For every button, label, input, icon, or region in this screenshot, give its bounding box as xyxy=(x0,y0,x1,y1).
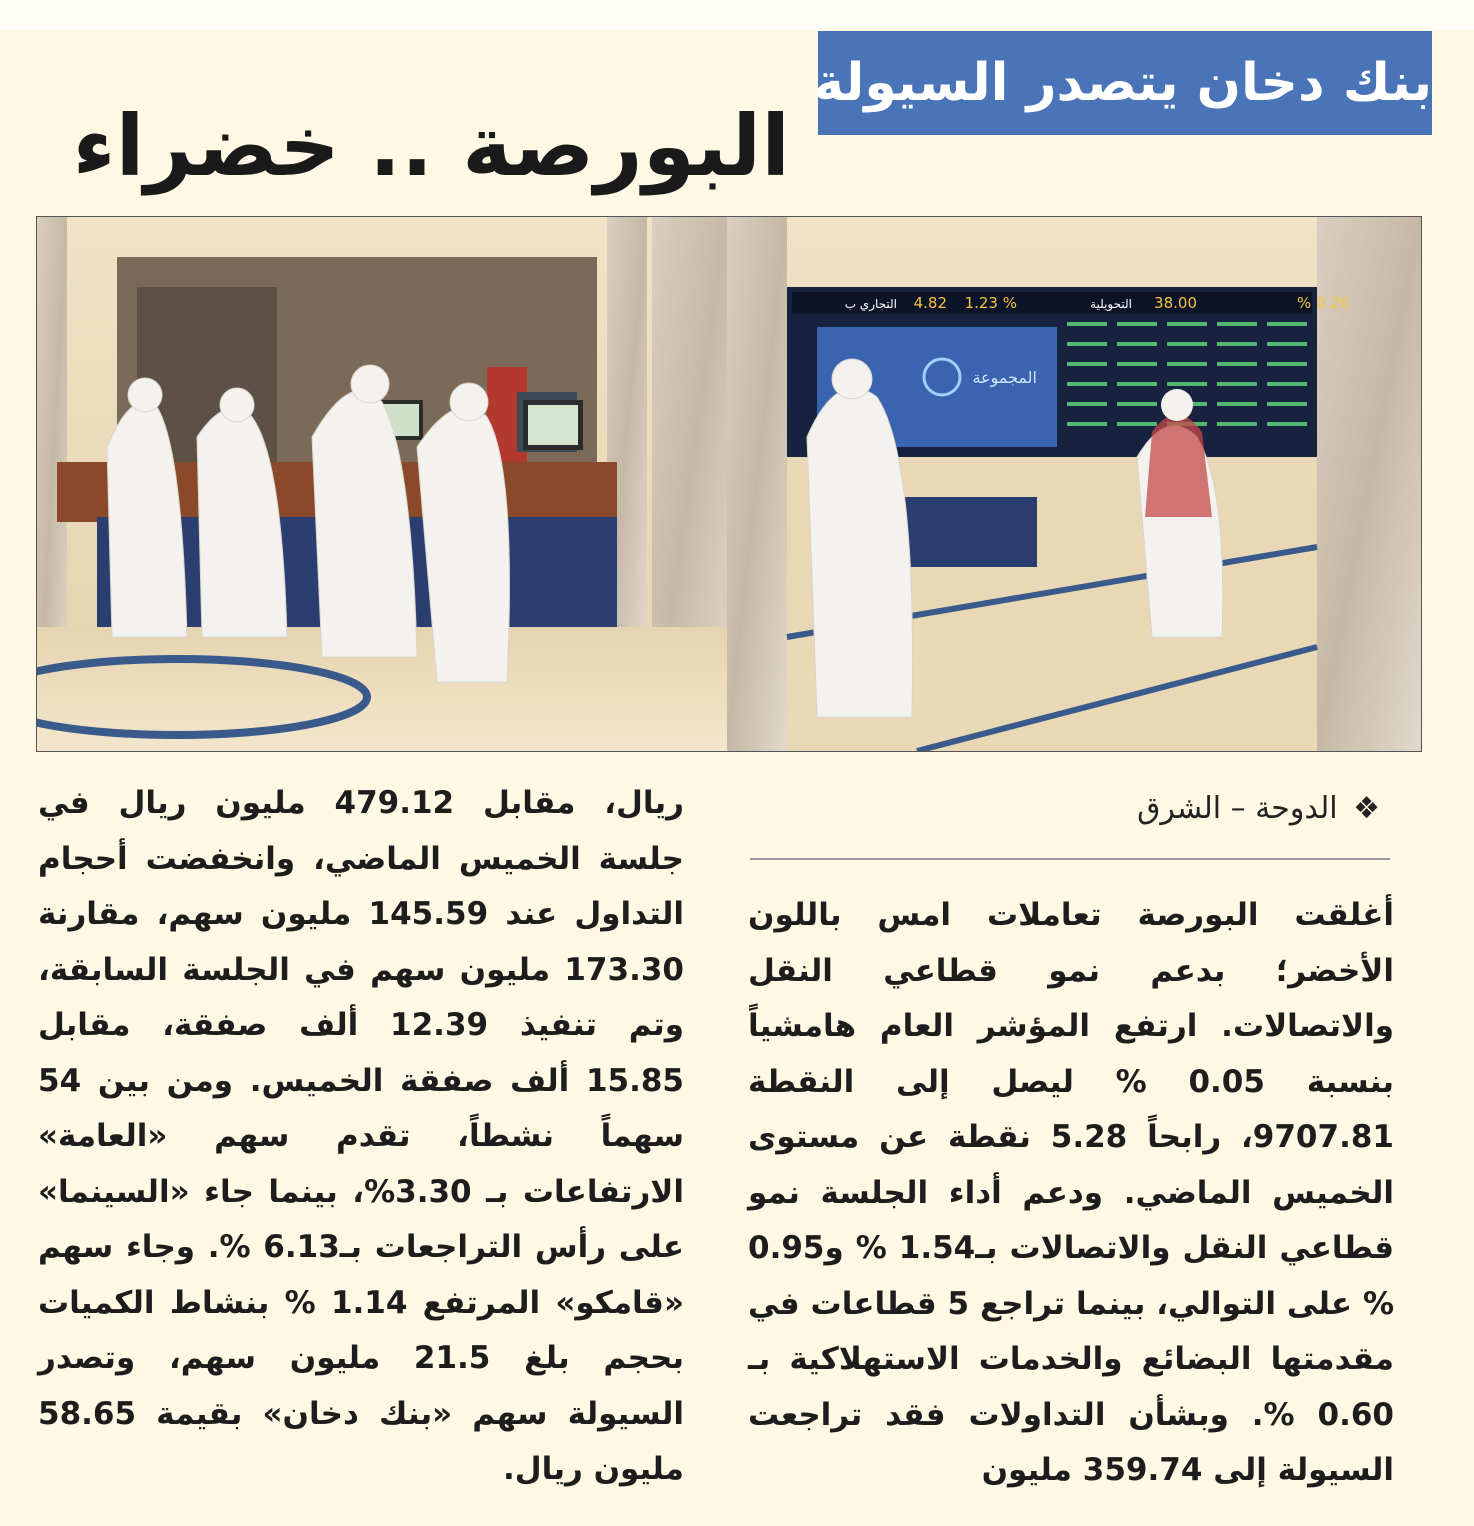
ticker-text-4: 1.23 % xyxy=(964,294,1017,312)
ticker-text-2: 38.00 xyxy=(1154,294,1197,312)
byline-text: الدوحة – الشرق xyxy=(1137,791,1338,826)
byline-divider xyxy=(750,858,1390,860)
ticker-text-6: التجاري ب xyxy=(844,297,897,311)
ticker-text-5: 4.82 xyxy=(913,294,947,312)
article-column-2: ريال، مقابل 479.12 مليون ريال في جلسة الخميس الماضي، وانخفضت أحجام التداول عند 145.59 مليون سهم، مقارنة 173.30 مليون سهم في الجلسة السابقة، وتم تنفيذ 12.39 ألف صفقة، مقابل 15.85 ألف صفقة الخميس. ومن بين 54 سهماً نشطاً، تقدم سهم «العامة» الارتفاعات بـ 3.30%، بينما جاء «السينما» على رأس التراجعات بـ6.13 %. وجاء سهم «قامكو» المرتفع 1.14 % بنشاط الكميات بحجم بلغ 21.5 مليون سهم، وتصدر السيولة سهم «بنك دخان» بقيمة 58.65 مليون ريال. xyxy=(38,785,685,1487)
byline-bullet-icon: ❖ xyxy=(1353,791,1380,826)
screen-logo-text: المجموعة xyxy=(972,368,1037,387)
kicker-banner: بنك دخان يتصدر السيولة xyxy=(818,31,1432,135)
ticker-text-3: التحويلية xyxy=(1090,297,1132,311)
top-margin xyxy=(0,0,1474,30)
article-column-1: أغلقت البورصة تعاملات امس باللون الأخضر؛ بدعم نمو قطاعي النقل والاتصالات. ارتفع المؤشر العام هامشياً بنسبة 0.05 % ليصل إلى النقطة 9707.81، رابحاً 5.28 نقطة عن مستوى الخميس الماضي. ودعم أداء الجلسة نمو قطاعي النقل والاتصالات بـ1.54 % و0.95 % على التوالي، بينما تراجع 5 قطاعات في مقدمتها البضائع والخدمات الاستهلاكية بـ 0.60 %. وبشأن التداولات فقد تراجعت السيولة إلى 359.74 مليون xyxy=(748,897,1395,1488)
byline xyxy=(900,786,1380,832)
ticker-text-1: 0.26 % xyxy=(1297,294,1350,312)
article-photo xyxy=(36,216,1422,752)
headline: البورصة .. خضراء xyxy=(72,97,790,195)
